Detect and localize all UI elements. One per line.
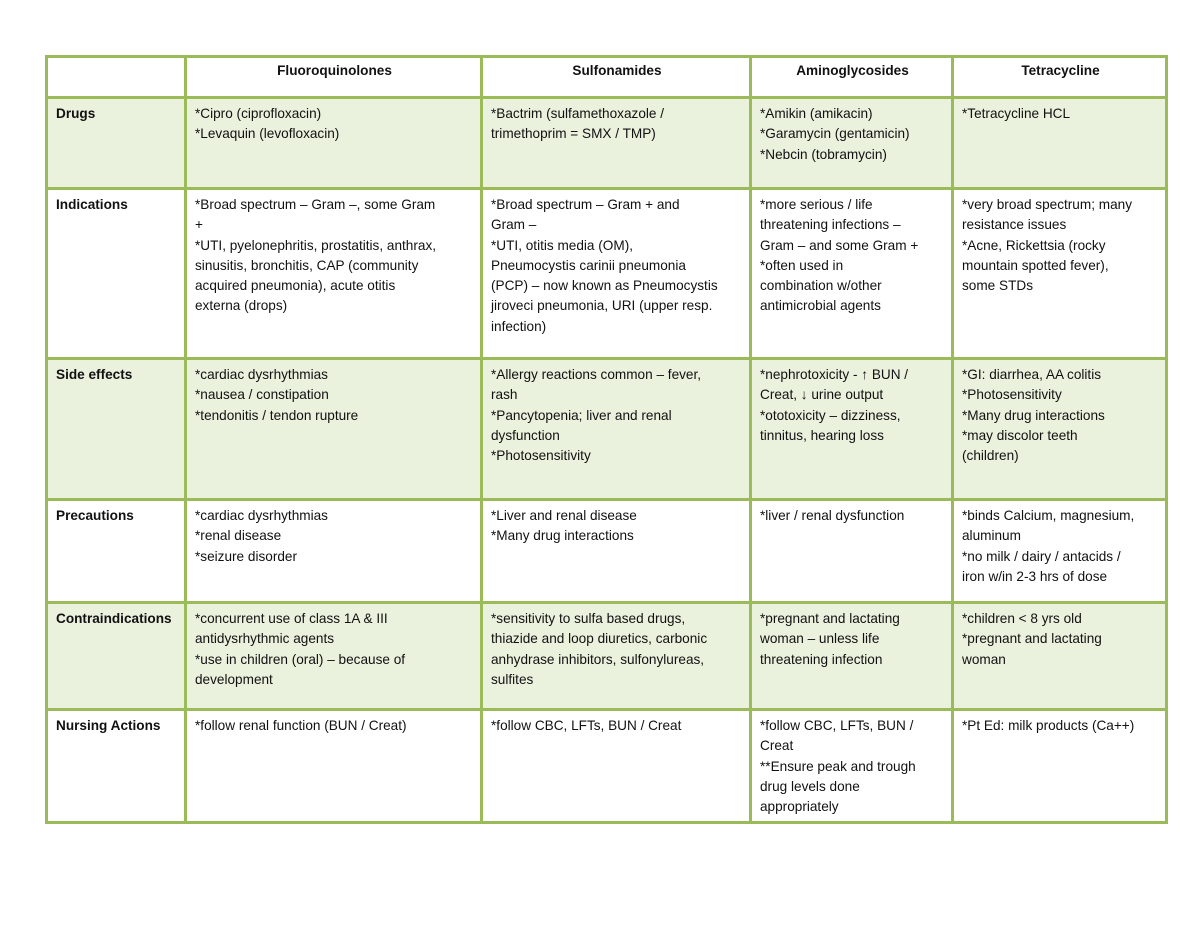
- cell-line: *no milk / dairy / antacids /: [962, 548, 1121, 564]
- cell-line: *cardiac dysrhythmias: [195, 508, 328, 523]
- cell-line: *sensitivity to sulfa based drugs,: [491, 611, 686, 626]
- table-cell-fluoroquinolones: [186, 359, 482, 500]
- cell-line: threatening infections –: [760, 217, 901, 233]
- cell-line: Gram – and some Gram +: [760, 237, 919, 253]
- cell-line: +: [195, 217, 203, 233]
- cell-line: antimicrobial agents: [760, 298, 881, 314]
- cell-line: *Many drug interactions: [491, 528, 634, 544]
- table-cell-fluoroquinolones: [186, 189, 482, 359]
- table-body: [47, 98, 1167, 823]
- cell-line: sulfites: [491, 671, 534, 687]
- table-row: [47, 500, 1167, 603]
- cell-line: trimethoprim = SMX / TMP): [491, 126, 656, 142]
- cell-line: *ototoxicity – dizziness,: [760, 407, 901, 423]
- cell-line: *UTI, pyelonephritis, prostatitis, anthrax,: [195, 237, 437, 253]
- table-cell-aminoglycosides: [751, 710, 953, 823]
- table-cell-tetracycline: [953, 359, 1167, 500]
- cell-line: aluminum: [962, 528, 1021, 544]
- cell-line: thiazide and loop diuretics, carbonic: [491, 631, 708, 647]
- table-cell-fluoroquinolones: [186, 98, 482, 189]
- cell-line: appropriately: [760, 799, 839, 815]
- cell-line: Gram –: [491, 217, 537, 233]
- cell-line: *Levaquin (levofloxacin): [195, 126, 340, 142]
- cell-line: *seizure disorder: [195, 548, 297, 564]
- cell-line: *tendonitis / tendon rupture: [195, 407, 359, 423]
- cell-line: anhydrase inhibitors, sulfonylureas,: [491, 651, 705, 667]
- row-header: Indications: [47, 189, 186, 359]
- table-cell-fluoroquinolones: [186, 500, 482, 603]
- cell-line: (children): [962, 448, 1019, 464]
- table-row: [47, 710, 1167, 823]
- cell-line: *cardiac dysrhythmias: [195, 367, 328, 382]
- cell-line: *pregnant and lactating: [962, 631, 1102, 647]
- cell-line: *UTI, otitis media (OM),: [491, 237, 633, 253]
- table-cell-fluoroquinolones: [186, 603, 482, 710]
- table-cell-sulfonamides: [482, 98, 751, 189]
- cell-line: drug levels done: [760, 778, 860, 794]
- cell-line: *follow CBC, LFTs, BUN /: [760, 718, 914, 733]
- cell-line: *Pancytopenia; liver and renal: [491, 407, 672, 423]
- table-cell-aminoglycosides: [751, 500, 953, 603]
- cell-line: tinnitus, hearing loss: [760, 427, 884, 443]
- cell-line: **Ensure peak and trough: [760, 758, 916, 774]
- drug-comparison-table: [45, 55, 1168, 824]
- table-cell-aminoglycosides: [751, 189, 953, 359]
- table-cell-sulfonamides: [482, 189, 751, 359]
- cell-line: antidysrhythmic agents: [195, 631, 335, 647]
- row-header: Drugs: [47, 98, 186, 189]
- cell-line: *Acne, Rickettsia (rocky: [962, 237, 1106, 253]
- cell-line: *very broad spectrum; many: [962, 197, 1132, 212]
- cell-line: combination w/other: [760, 278, 882, 294]
- cell-line: Pneumocystis carinii pneumonia: [491, 257, 686, 273]
- cell-line: development: [195, 671, 273, 687]
- cell-line: *use in children (oral) – because of: [195, 651, 406, 667]
- cell-line: *often used in: [760, 257, 844, 273]
- cell-line: dysfunction: [491, 427, 560, 443]
- cell-line: *Photosensitivity: [491, 448, 591, 464]
- cell-line: woman – unless life: [760, 631, 880, 647]
- cell-line: *Many drug interactions: [962, 407, 1105, 423]
- cell-line: *Liver and renal disease: [491, 508, 637, 523]
- cell-line: *Pt Ed: milk products (Ca++): [962, 718, 1135, 733]
- cell-line: *Amikin (amikacin): [760, 106, 873, 121]
- cell-line: *follow CBC, LFTs, BUN / Creat: [491, 718, 682, 733]
- cell-line: *Broad spectrum – Gram –, some Gram: [195, 197, 436, 212]
- cell-line: *more serious / life: [760, 197, 873, 212]
- cell-line: *renal disease: [195, 528, 282, 544]
- column-header-fluoroquinolones: Fluoroquinolones: [186, 57, 482, 98]
- cell-line: Creat, ↓ urine output: [760, 387, 884, 403]
- column-header-tetracycline: Tetracycline: [953, 57, 1167, 98]
- cell-line: woman: [962, 651, 1006, 667]
- table-cell-tetracycline: [953, 98, 1167, 189]
- table-cell-tetracycline: [953, 189, 1167, 359]
- cell-line: *nausea / constipation: [195, 387, 329, 403]
- table-cell-sulfonamides: [482, 359, 751, 500]
- cell-line: *Garamycin (gentamicin): [760, 126, 910, 142]
- table-row: [47, 603, 1167, 710]
- cell-line: *liver / renal dysfunction: [760, 508, 905, 523]
- table-cell-fluoroquinolones: [186, 710, 482, 823]
- cell-line: *binds Calcium, magnesium,: [962, 508, 1135, 523]
- header-row: [47, 57, 1167, 98]
- row-header: Precautions: [47, 500, 186, 603]
- cell-line: *children < 8 yrs old: [962, 611, 1082, 626]
- table-cell-aminoglycosides: [751, 603, 953, 710]
- column-header-aminoglycosides: Aminoglycosides: [751, 57, 953, 98]
- cell-line: *concurrent use of class 1A & III: [195, 611, 388, 626]
- cell-line: threatening infection: [760, 651, 883, 667]
- cell-line: jiroveci pneumonia, URI (upper resp.: [491, 298, 713, 314]
- cell-line: infection): [491, 318, 547, 334]
- cell-line: iron w/in 2-3 hrs of dose: [962, 568, 1108, 584]
- cell-line: externa (drops): [195, 298, 288, 314]
- cell-line: sinusitis, bronchitis, CAP (community: [195, 257, 419, 273]
- table-cell-aminoglycosides: [751, 98, 953, 189]
- row-header: Nursing Actions: [47, 710, 186, 823]
- cell-line: mountain spotted fever),: [962, 257, 1109, 273]
- cell-line: *may discolor teeth: [962, 427, 1078, 443]
- row-header: Side effects: [47, 359, 186, 500]
- cell-line: *nephrotoxicity - ↑ BUN /: [760, 367, 909, 382]
- cell-line: *follow renal function (BUN / Creat): [195, 718, 407, 733]
- cell-line: *Photosensitivity: [962, 387, 1062, 403]
- table-cell-tetracycline: [953, 710, 1167, 823]
- table-row: [47, 98, 1167, 189]
- table-cell-tetracycline: [953, 500, 1167, 603]
- row-header: Contraindications: [47, 603, 186, 710]
- table-row: [47, 359, 1167, 500]
- cell-line: *Cipro (ciprofloxacin): [195, 106, 322, 121]
- table-cell-sulfonamides: [482, 603, 751, 710]
- cell-line: resistance issues: [962, 217, 1067, 233]
- cell-line: acquired pneumonia), acute otitis: [195, 278, 396, 294]
- cell-line: some STDs: [962, 278, 1034, 294]
- corner-cell: [47, 57, 186, 98]
- table-cell-tetracycline: [953, 603, 1167, 710]
- table-cell-aminoglycosides: [751, 359, 953, 500]
- cell-line: rash: [491, 387, 518, 403]
- cell-line: *Broad spectrum – Gram + and: [491, 197, 680, 212]
- cell-line: *Nebcin (tobramycin): [760, 146, 887, 162]
- column-header-sulfonamides: Sulfonamides: [482, 57, 751, 98]
- table-cell-sulfonamides: [482, 500, 751, 603]
- table-cell-sulfonamides: [482, 710, 751, 823]
- cell-line: Creat: [760, 738, 794, 754]
- cell-line: *Bactrim (sulfamethoxazole /: [491, 106, 665, 121]
- cell-line: *Allergy reactions common – fever,: [491, 367, 702, 382]
- cell-line: *pregnant and lactating: [760, 611, 900, 626]
- cell-line: *Tetracycline HCL: [962, 106, 1071, 121]
- cell-line: *GI: diarrhea, AA colitis: [962, 367, 1102, 382]
- cell-line: (PCP) – now known as Pneumocystis: [491, 278, 718, 294]
- table-row: [47, 189, 1167, 359]
